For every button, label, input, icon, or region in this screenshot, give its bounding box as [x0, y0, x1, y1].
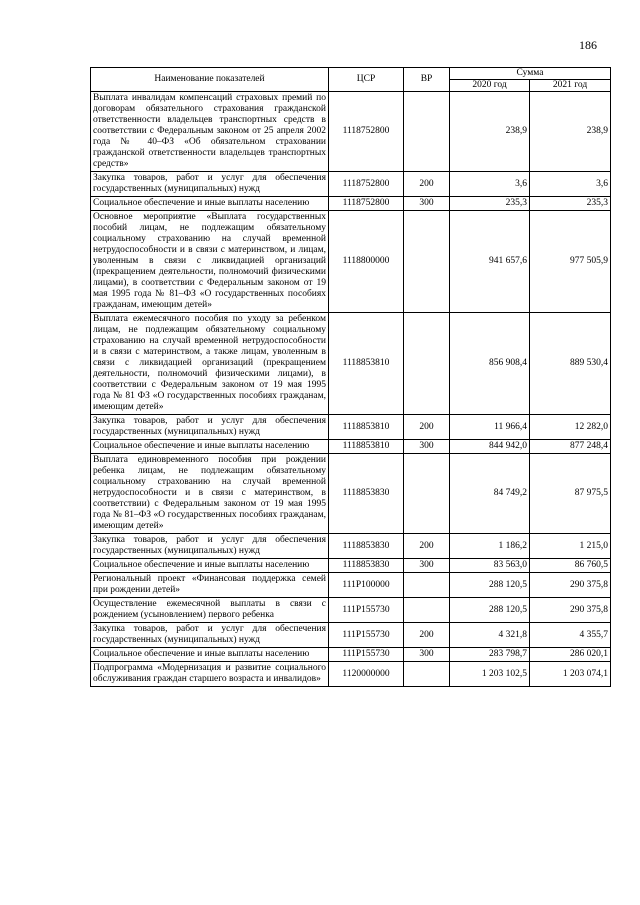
row-name-cell: Осуществление ежемесячной выплаты в связи с рождением (усыновлением) первого ребенка	[91, 598, 329, 623]
table-row	[91, 623, 611, 648]
table-row	[91, 662, 611, 687]
row-vr-cell	[404, 92, 450, 172]
row-vr-cell	[404, 573, 450, 598]
header-year-2021: 2021 год	[530, 80, 611, 92]
row-2020-value: 288 120,5	[450, 598, 530, 623]
row-2021-value: 286 020,1	[530, 648, 611, 662]
header-sum: Сумма	[450, 68, 611, 80]
row-2021-value: 290 375,8	[530, 598, 611, 623]
row-2020-value: 84 749,2	[450, 454, 530, 534]
row-vr-cell: 200	[404, 623, 450, 648]
row-csr-cell: 1118853830	[329, 559, 404, 573]
row-vr-cell: 300	[404, 648, 450, 662]
row-csr-cell: 1118752800	[329, 197, 404, 211]
row-csr-cell: 1118853810	[329, 440, 404, 454]
table-row	[91, 440, 611, 454]
row-2021-value: 235,3	[530, 197, 611, 211]
row-vr-cell: 200	[404, 534, 450, 559]
row-name-cell: Основное мероприятие «Выплата государственных пособий лицам, не подлежащим обязательному социальному страхованию на случай временной нетрудоспособности и в связи с материнством, и лицам, уволенным в связи с ликвидацией организаций (прекращением деятельности, полномочий физическими лицами), в соответствии с Федеральным законом от 19 мая 1995 года № 81–ФЗ «О государственных пособиях гражданам, имеющим детей»	[91, 211, 329, 313]
row-csr-cell: 111P155730	[329, 623, 404, 648]
row-vr-cell: 300	[404, 440, 450, 454]
row-2020-value: 11 966,4	[450, 415, 530, 440]
row-2021-value: 12 282,0	[530, 415, 611, 440]
row-2020-value: 1 186,2	[450, 534, 530, 559]
row-name-cell: Региональный проект «Финансовая поддержка семей при рождении детей»	[91, 573, 329, 598]
row-name-cell: Закупка товаров, работ и услуг для обеспечения государственных (муниципальных) нужд	[91, 623, 329, 648]
row-csr-cell: 1118752800	[329, 172, 404, 197]
page-number: 186	[579, 38, 597, 52]
row-2020-value: 4 321,8	[450, 623, 530, 648]
row-csr-cell: 1118853810	[329, 313, 404, 415]
row-2021-value: 238,9	[530, 92, 611, 172]
table-row	[91, 197, 611, 211]
table-row	[91, 415, 611, 440]
row-name-cell: Закупка товаров, работ и услуг для обеспечения государственных (муниципальных) нужд	[91, 415, 329, 440]
row-name-cell: Социальное обеспечение и иные выплаты населению	[91, 559, 329, 573]
row-2021-value: 1 215,0	[530, 534, 611, 559]
row-csr-cell: 111P100000	[329, 573, 404, 598]
row-csr-cell: 1118752800	[329, 92, 404, 172]
row-csr-cell: 1118853830	[329, 454, 404, 534]
row-vr-cell	[404, 454, 450, 534]
row-csr-cell: 1118853830	[329, 534, 404, 559]
row-name-cell: Закупка товаров, работ и услуг для обеспечения государственных (муниципальных) нужд	[91, 172, 329, 197]
row-2020-value: 288 120,5	[450, 573, 530, 598]
row-2020-value: 83 563,0	[450, 559, 530, 573]
row-name-cell: Выплата инвалидам компенсаций страховых премий по договорам обязательного страхования гражданской ответственности владельцев транспортных средств в соответствии с Федеральным законом от 25 апреля 2002 года № 40–ФЗ «Об обязательном страховании гражданской ответственности владельцев транспортных средств»	[91, 92, 329, 172]
row-2020-value: 856 908,4	[450, 313, 530, 415]
table-row	[91, 598, 611, 623]
row-2021-value: 86 760,5	[530, 559, 611, 573]
row-csr-cell: 1118853810	[329, 415, 404, 440]
table-row	[91, 313, 611, 415]
row-2020-value: 3,6	[450, 172, 530, 197]
row-vr-cell	[404, 662, 450, 687]
row-name-cell: Подпрограмма «Модернизация и развитие социального обслуживания граждан старшего возраста и инвалидов»	[91, 662, 329, 687]
row-2021-value: 877 248,4	[530, 440, 611, 454]
row-name-cell: Выплата единовременного пособия при рождении ребенка лицам, не подлежащим обязательному социальному страхованию на случай временной нетрудоспособности и в связи с материнством, в соответствии) с Федеральным законом от 19 мая 1995 года № 81–ФЗ «О государственных пособиях гражданам, имеющим детей»	[91, 454, 329, 534]
table-row	[91, 172, 611, 197]
row-2021-value: 3,6	[530, 172, 611, 197]
table-row	[91, 211, 611, 313]
table-row	[91, 454, 611, 534]
row-csr-cell: 111P155730	[329, 598, 404, 623]
row-2020-value: 844 942,0	[450, 440, 530, 454]
table-header	[91, 68, 611, 92]
table-row	[91, 648, 611, 662]
row-vr-cell	[404, 598, 450, 623]
row-vr-cell	[404, 313, 450, 415]
row-csr-cell: 111P155730	[329, 648, 404, 662]
table-row	[91, 559, 611, 573]
row-name-cell: Закупка товаров, работ и услуг для обеспечения государственных (муниципальных) нужд	[91, 534, 329, 559]
row-csr-cell: 1120000000	[329, 662, 404, 687]
row-2020-value: 941 657,6	[450, 211, 530, 313]
row-name-cell: Социальное обеспечение и иные выплаты населению	[91, 440, 329, 454]
row-2021-value: 889 530,4	[530, 313, 611, 415]
table-row	[91, 573, 611, 598]
row-2020-value: 235,3	[450, 197, 530, 211]
header-name: Наименование показателей	[91, 68, 329, 92]
row-name-cell: Социальное обеспечение и иные выплаты населению	[91, 648, 329, 662]
row-2020-value: 283 798,7	[450, 648, 530, 662]
row-2021-value: 290 375,8	[530, 573, 611, 598]
header-year-2020: 2020 год	[450, 80, 530, 92]
row-vr-cell: 200	[404, 172, 450, 197]
row-2021-value: 977 505,9	[530, 211, 611, 313]
row-csr-cell: 1118800000	[329, 211, 404, 313]
row-2020-value: 1 203 102,5	[450, 662, 530, 687]
row-name-cell: Выплата ежемесячного пособия по уходу за ребенком лицам, не подлежащим обязательному социальному страхованию на случай временной нетрудоспособности и в связи с материнством, а также лицам, уволенным в связи с ликвидацией организаций (прекращением деятельности, полномочий физическими лицами), в соответствии с Федеральным законом от 19 мая 1995 года № 81 ФЗ «О государственных пособиях гражданам, имеющим детей»	[91, 313, 329, 415]
table-body	[91, 92, 611, 687]
row-2021-value: 4 355,7	[530, 623, 611, 648]
row-vr-cell: 200	[404, 415, 450, 440]
row-2020-value: 238,9	[450, 92, 530, 172]
header-csr: ЦСР	[329, 68, 404, 92]
row-vr-cell: 300	[404, 197, 450, 211]
table-row	[91, 92, 611, 172]
row-vr-cell	[404, 211, 450, 313]
table-row	[91, 534, 611, 559]
row-name-cell: Социальное обеспечение и иные выплаты населению	[91, 197, 329, 211]
row-2021-value: 87 975,5	[530, 454, 611, 534]
header-vr: ВР	[404, 68, 450, 92]
row-vr-cell: 300	[404, 559, 450, 573]
row-2021-value: 1 203 074,1	[530, 662, 611, 687]
budget-table	[90, 67, 611, 687]
